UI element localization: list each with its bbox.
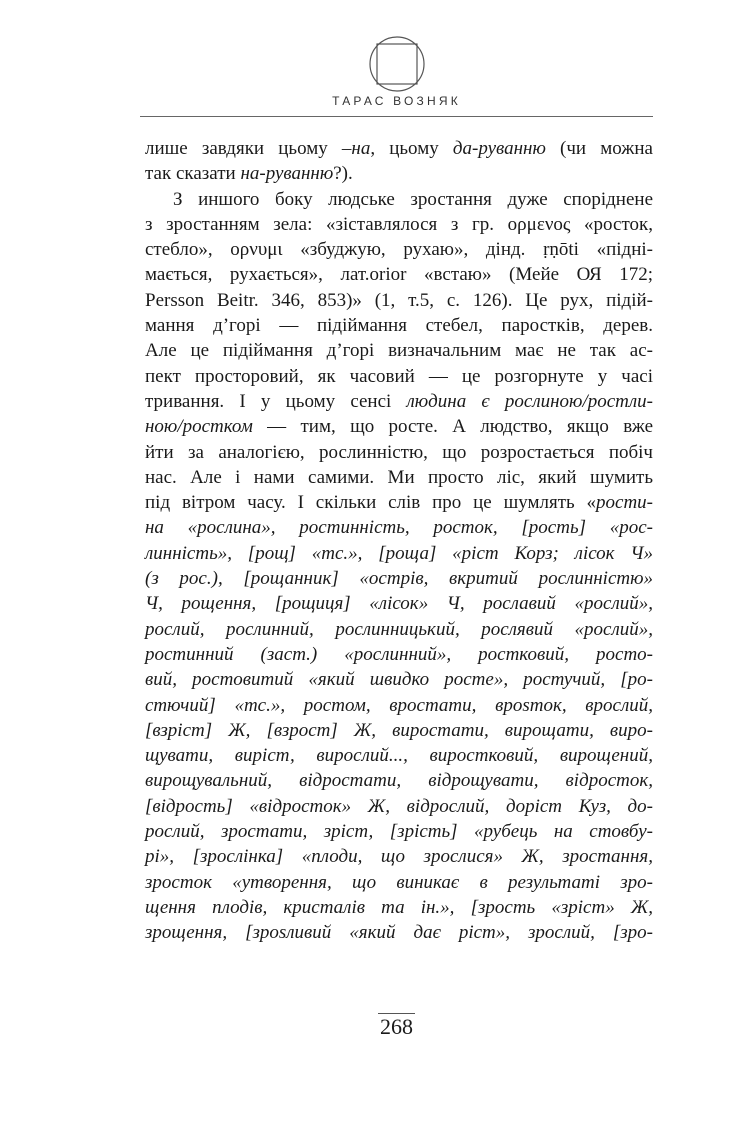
text-segment: — тим, що росте. А людство, якщо вже xyxy=(252,416,653,438)
text-segment: нас. Але і нами самими. Ми просто ліс, який шумить xyxy=(145,466,653,488)
text-line xyxy=(145,515,653,540)
text-segment: під вітром часу. І скільки слів про це шумлять « xyxy=(145,492,597,514)
italic-text: стючий] «тс.», ростом, вростати, врosток, врослий, xyxy=(145,694,653,716)
text-segment: Persson Beitr. 346, 853)» (1, т.5, с. 126). Це рух, підій- xyxy=(145,289,653,311)
text-line xyxy=(145,667,653,692)
text-line xyxy=(145,313,653,338)
text-line xyxy=(145,718,653,743)
text-line xyxy=(145,136,653,161)
text-line xyxy=(145,895,653,920)
logo-square-circle-icon xyxy=(369,36,425,92)
text-line xyxy=(145,617,653,642)
italic-text: [взріст] Ж, [взрост] Ж, виростати, вирощати, виро- xyxy=(145,719,653,741)
text-segment: стебло», ορνυμι «збуджую, рухаю», дінд. ṛṇōti «підні- xyxy=(145,239,653,261)
text-line xyxy=(145,364,653,389)
italic-text: людина є рослиною/ростли- xyxy=(406,390,653,412)
text-line xyxy=(145,490,653,515)
text-line xyxy=(145,844,653,869)
text-line xyxy=(145,187,653,212)
text-segment: ?). xyxy=(333,163,353,185)
text-segment: Але це підіймання д’горі визначальним має не так ас- xyxy=(145,340,653,362)
text-segment: тривання. І у цьому сенсі xyxy=(145,390,407,412)
text-segment: мається, рухається», лат.orior «встаю» (Мейе ОЯ 172; xyxy=(145,264,653,286)
italic-text: рослий, зростати, зріст, [зрість] «рубець на стовбу- xyxy=(145,821,653,843)
text-line xyxy=(145,768,653,793)
text-segment: (чи можна xyxy=(545,138,653,159)
italic-text: (з рос.), [рощанник] «острів, вкритий рослинністю» xyxy=(145,568,653,590)
text-line xyxy=(145,161,653,186)
text-line xyxy=(145,693,653,718)
text-line xyxy=(145,566,653,591)
italic-text: на «рослина», ростинність, росток, [рость] «рос- xyxy=(145,517,653,539)
italic-text: ростинний (заст.) «рослинний», ростковий, росто- xyxy=(145,643,653,665)
italic-text: на xyxy=(351,138,371,159)
italic-text: щення плодів, кристалів та ін.», [зрость «зріст» Ж, xyxy=(145,896,653,918)
italic-text: зросток «утворення, що виникає в результаті зро- xyxy=(145,871,653,893)
italic-text: рости- xyxy=(596,492,653,514)
italic-text: Ч, рощення, [рощиця] «лісок» Ч, рославий «рослий», xyxy=(145,593,653,615)
italic-text: вирощувальний, відростати, відрощувати, відросток, xyxy=(145,770,653,792)
text-line xyxy=(145,262,653,287)
text-segment: пект просторовий, як часовий — це розгорнуте у часі xyxy=(145,365,653,387)
text-line xyxy=(145,212,653,237)
text-segment: так сказати xyxy=(145,163,241,185)
italic-text: да-руванню xyxy=(452,138,546,159)
body-text xyxy=(145,136,653,946)
italic-text: вий, ростовитий «який швидко росте», ростучий, [ро- xyxy=(145,669,653,691)
text-line xyxy=(145,591,653,616)
italic-text: [відрость] «відросток» Ж, відрослий, доріст Куз, до- xyxy=(145,795,653,817)
text-segment: з зростанням зела: «зіставлялося з гр. ορμενος «росток, xyxy=(145,213,653,235)
text-line xyxy=(145,541,653,566)
text-segment: лише завдяки цьому – xyxy=(145,138,352,159)
italic-text: рослий, рослинний, рослинницький, рослявий «рослий», xyxy=(145,618,653,640)
page-number-value: 268 xyxy=(380,1014,413,1039)
text-line xyxy=(145,794,653,819)
text-line xyxy=(145,440,653,465)
text-line xyxy=(145,920,653,945)
text-line xyxy=(145,338,653,363)
page-number xyxy=(140,1014,653,1040)
italic-text: зрощення, [зрosливий «який дає ріст», зрослий, [зро- xyxy=(145,922,653,944)
running-header-author: ТАРАС ВОЗНЯК xyxy=(332,94,461,108)
italic-text: линність», [рощ] «тс.», [роща] «ріст Корз; лісок Ч» xyxy=(145,542,653,564)
italic-text: ною/ростком xyxy=(145,416,253,438)
italic-text: рі», [зрослінка] «плоди, що зрослися» Ж, зростання, xyxy=(145,846,653,868)
text-line xyxy=(145,870,653,895)
text-segment: мання д’горі — підіймання стебел, паростків, дерев. xyxy=(145,315,653,337)
italic-text: щувати, виріст, вирослий..., виростковий, вирощений, xyxy=(145,745,653,767)
text-line xyxy=(145,237,653,262)
text-line xyxy=(145,642,653,667)
text-segment: йти за аналогією, рослинністю, що розростається побіч xyxy=(145,441,653,463)
text-line xyxy=(145,414,653,439)
header-divider xyxy=(140,116,653,117)
text-segment: , цьому xyxy=(370,138,453,159)
text-line xyxy=(145,389,653,414)
text-line xyxy=(145,819,653,844)
text-line xyxy=(145,465,653,490)
text-line xyxy=(145,743,653,768)
italic-text: на-руванню xyxy=(240,163,334,185)
text-segment: З иншого боку людське зростання дуже споріднене xyxy=(173,188,653,210)
text-line xyxy=(145,288,653,313)
